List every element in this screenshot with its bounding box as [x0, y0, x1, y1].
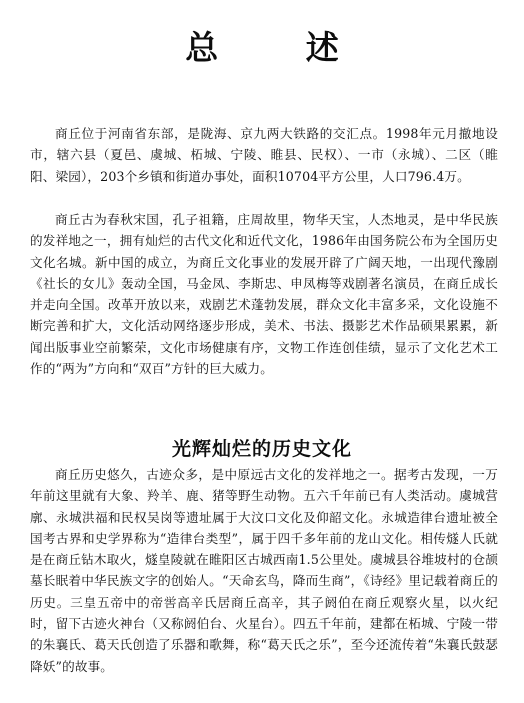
- section-paragraph-1: 商丘历史悠久，古迹众多，是中原远古文化的发祥地之一。据考古发现，一万年前这里就有大象、羚羊、鹿、猪等野生动物。五六千年前已有人类活动。虞城营廓、永城洪福和民权吴岗等遗址属于大汶口文化及仰韶文化。永城造律台遗址被全国考古界和史学界称为“造律台类型”，属于四千多年前的龙山文化。相传燧人氏就是在商丘钻木取火，燧皇陵就在睢阳区古城西南1.5公里处。虞城县谷堆坡村的仓颉墓长眠着中华民族文字的创始人。“天命玄鸟，降而生商”，《诗经》里记载着商丘的历史。三皇五帝中的帝喾高辛氏居商丘高辛，其子阏伯在商丘观察火星，以火纪时，留下古迹火神台（又称阏伯台、火星台）。四五千年前，建都在柘城、宁陵一带的朱襄氏、葛天氏创造了乐器和歌舞，称“葛天氏之乐”，至今还流传着“朱襄氏鼓瑟降妖”的故事。: [30, 467, 498, 674]
- section-heading: 光辉灿烂的历史文化: [171, 437, 352, 460]
- intro-paragraph-1: 商丘位于河南省东部，是陇海、京九两大铁路的交汇点。1998年元月撤地设市，辖六县（夏邑、虞城、柘城、宁陵、睢县、民权）、一市（永城）、二区（睢阳、梁园），203个乡镇和街道办事处，面积10704平方公里，人口796.4万。: [30, 126, 498, 184]
- page-title: 总 述: [185, 28, 377, 68]
- intro-paragraph-2: 商丘古为春秋宋国，孔子祖籍，庄周故里，物华天宝，人杰地灵，是中华民族的发祥地之一，拥有灿烂的古代文化和近代文化，1986年由国务院公布为全国历史文化名城。新中国的成立，为商丘文化事业的发展开辟了广阔天地，一出现代豫剧《社长的女儿》轰动全国，马金凤、李斯忠、申凤梅等戏剧著名演员，在商丘成长并走向全国。改革开放以来，戏剧艺术蓬勃发展，群众文化丰富多采，文化设施不断完善和扩大，文化活动网络逐步形成，美术、书法、摄影艺术作品硕果累累，新闻出版事业空前繁荣，文化市场健康有序，文物工作连创佳绩，显示了文化艺术工作的“两为”方向和“双百”方针的巨大威力。: [30, 212, 498, 377]
